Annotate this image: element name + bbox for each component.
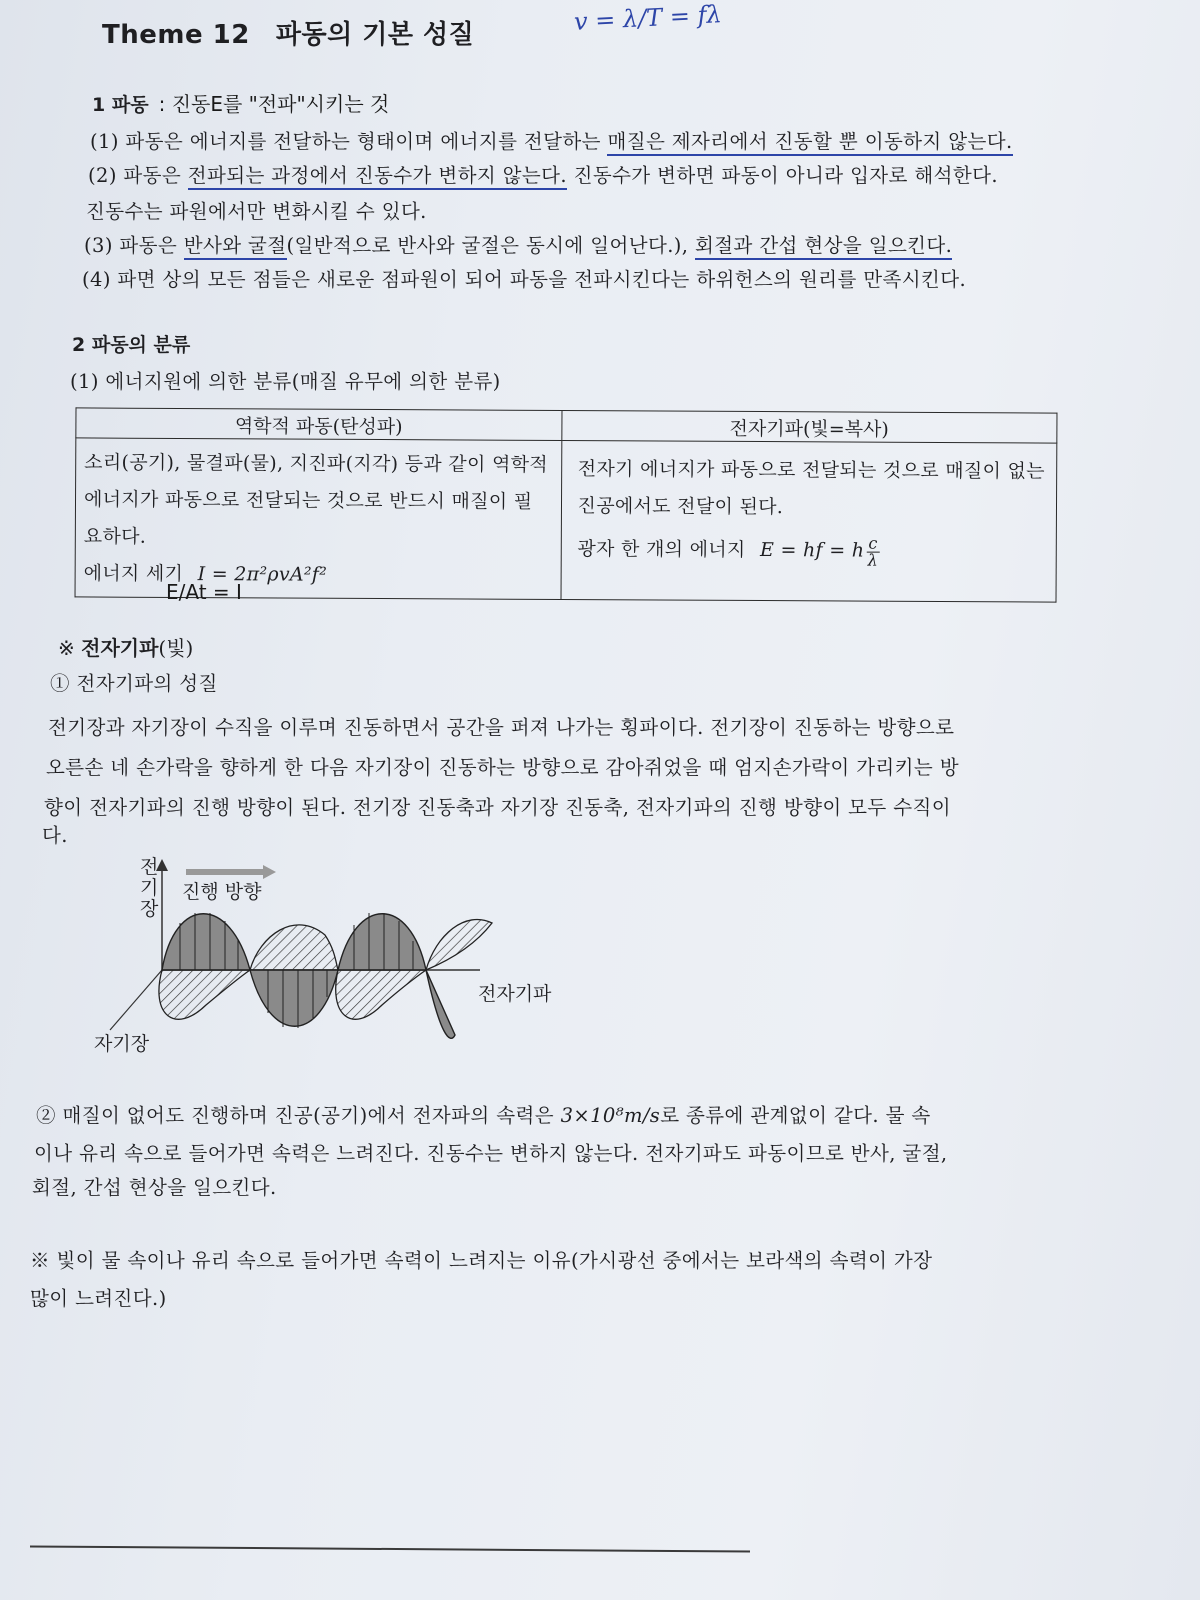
em-item2-text: ② 매질이 없어도 진행하며 진공(공기)에서 전자파의 속력은 <box>36 1104 561 1127</box>
em-heading-bold: 전자기파 <box>81 636 159 660</box>
section1-item-2-cont: 진동수는 파원에서만 변화시킬 수 있다. <box>86 200 427 223</box>
em-heading <box>58 632 193 661</box>
intensity-formula: I = 2π²ρvA²f² <box>197 563 328 586</box>
handwritten-intensity-note: E/At = I <box>166 580 242 604</box>
b-field-axis <box>110 970 162 1030</box>
photon-energy-formula: E = hf = h <box>759 539 865 562</box>
em-property-line-3: 향이 전자기파의 진행 방향이 된다. 전기장 진동축과 자기장 진동축, 전자기파의 진행 방향이 모두 수직이 <box>44 796 951 819</box>
intensity-label: 에너지 세기 <box>83 562 184 585</box>
item3-middle: (일반적으로 반사와 굴절은 동시에 일어난다.), <box>286 234 696 257</box>
section1-handnote: : 진동E를 "전파"시키는 것 <box>158 92 390 116</box>
mechanical-intensity <box>84 555 551 594</box>
em-heading-suffix: (빛) <box>158 636 194 660</box>
em-description: 전자기 에너지가 파동으로 전달되는 것으로 매질이 없는 진공에서도 전달이 된다. <box>577 458 1045 519</box>
direction-arrow-head <box>263 865 276 879</box>
section1-item-1 <box>90 126 1013 154</box>
section1-heading-row <box>92 88 389 117</box>
table-header-electromagnetic: 전자기파(빛=복사) <box>561 410 1057 443</box>
wave-classification-table <box>75 407 1058 602</box>
item1-text: (1) 파동은 에너지를 전달하는 형태이며 에너지를 전달하는 <box>90 130 608 153</box>
section1-item-3 <box>84 230 952 258</box>
frac-denominator: λ <box>867 550 879 570</box>
mechanical-description: 소리(공기), 물결파(물), 지진파(지각) 등과 같이 역학적 에너지가 파동으로 전달되는 것으로 반드시 매질이 필요하다. <box>83 451 549 548</box>
em-item2-tail: 로 종류에 관계없이 같다. 물 속 <box>660 1104 931 1127</box>
em-item2-line-2: 이나 유리 속으로 들어가면 속력은 느려진다. 진동수는 변하지 않는다. 전자기파도 파동이므로 반사, 굴절, <box>34 1142 948 1165</box>
photon-energy <box>577 531 1046 570</box>
em-item2-line-1 <box>36 1100 931 1128</box>
em-property-title: ① 전자기파의 성질 <box>50 672 218 695</box>
section2-subheading: (1) 에너지원에 의한 분류(매질 유무에 의한 분류) <box>70 370 501 393</box>
theme-label: Theme 12 <box>102 20 250 50</box>
em-wave-label: 전자기파 <box>478 983 552 1005</box>
page-title <box>102 14 474 51</box>
item3-text: (3) 파동은 <box>84 234 184 257</box>
item3-underlined-1: 반사와 굴절 <box>184 234 287 260</box>
em-property-line-1: 전기장과 자기장이 수직을 이루며 진동하면서 공간을 퍼져 나가는 횡파이다. 전기장이 진동하는 방향으로 <box>48 716 955 739</box>
table-cell-electromagnetic <box>561 440 1057 602</box>
em-property-line-4: 다. <box>42 824 68 847</box>
bottom-rule <box>30 1545 750 1552</box>
item2-text: (2) 파동은 <box>88 164 188 187</box>
e-field-label: 전기장 <box>140 856 159 920</box>
theme-title: 파동의 기본 성질 <box>275 20 475 50</box>
item2-tail: 진동수가 변하면 파동이 아니라 입자로 해석한다. <box>567 164 998 187</box>
table-cell-mechanical <box>75 438 561 600</box>
frac-numerator: c <box>868 533 878 553</box>
section1-item-4: (4) 파면 상의 모든 점들은 새로운 점파원이 되어 파동을 전파시킨다는 하위헌스의 원리를 만족시킨다. <box>82 268 967 291</box>
section2-heading: 2 파동의 분류 <box>72 334 191 356</box>
note-line-2: 많이 느려진다.) <box>30 1287 167 1310</box>
note-line-1: ※ 빛이 물 속이나 유리 속으로 들어가면 속력이 느려지는 이유(가시광선 중에서는 보라색의 속력이 가장 <box>30 1249 933 1272</box>
light-speed: 3×10⁸m/s <box>560 1104 661 1127</box>
section1-item-2 <box>88 160 998 188</box>
b-field-label: 자기장 <box>94 1033 150 1055</box>
em-wave-figure <box>80 855 580 1055</box>
c-over-lambda <box>866 535 879 568</box>
table-header-mechanical: 역학적 파동(탄성파) <box>76 408 562 441</box>
handwritten-wave-formula: v = λ/T = fλ <box>573 0 723 36</box>
item1-underlined: 매질은 제자리에서 진동할 뿐 이동하지 않는다. <box>607 130 1012 156</box>
item2-underlined: 전파되는 과정에서 진동수가 변하지 않는다. <box>188 164 567 190</box>
photon-energy-label: 광자 한 개의 에너지 <box>577 538 746 561</box>
em-heading-mark: ※ <box>58 636 82 660</box>
em-property-line-2: 오른손 네 손가락을 향하게 한 다음 자기장이 진동하는 방향으로 감아쥐었을 때 엄지손가락이 가리키는 방 <box>46 756 959 779</box>
direction-label: 진행 방향 <box>182 881 262 903</box>
em-item2-line-3: 회절, 간섭 현상을 일으킨다. <box>32 1176 277 1199</box>
section1-heading: 1 파동 <box>92 94 149 116</box>
item3-underlined-2: 회절과 간섭 현상을 일으킨다. <box>695 234 952 260</box>
